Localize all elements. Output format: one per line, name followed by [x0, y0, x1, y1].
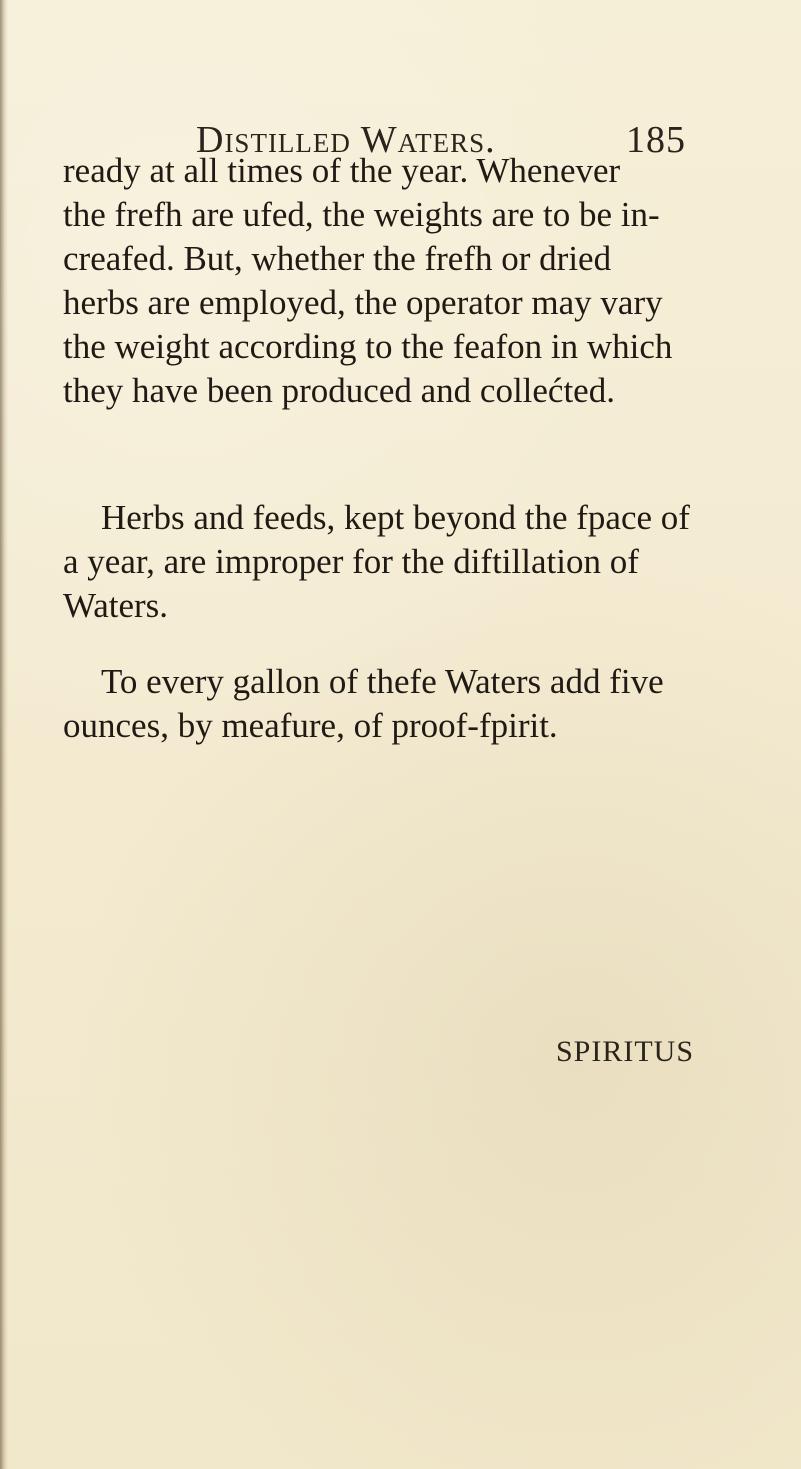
paragraph-2-line-3: Waters.	[63, 586, 169, 625]
paragraph-1-line-2: the frefh are ufed, the weights are to be in-	[63, 195, 660, 234]
paragraph-2-line-1: Herbs and feeds, kept beyond the fpace of	[101, 498, 690, 537]
paragraph-2	[63, 496, 753, 628]
paragraph-1-line-5: the weight according to the feafon in which	[63, 327, 673, 366]
paragraph-3-line-1: To every gallon of thefe Waters add five	[101, 662, 664, 701]
paragraph-2-line-2: a year, are improper for the diftillation of	[63, 542, 639, 581]
catchword: SPIRITUS	[556, 1035, 695, 1068]
page-number: 185	[626, 119, 686, 161]
running-title: Distilled Waters.	[196, 119, 496, 161]
paragraph-1-line-1: ready at all times of the year. Whenever	[63, 151, 621, 190]
paragraph-3-line-2: ounces, by meafure, of proof-fpirit.	[63, 706, 558, 745]
paragraph-1-line-6: they have been produced and collećted.	[63, 371, 615, 410]
paragraph-1-line-3: creafed. But, whether the frefh or dried	[63, 239, 612, 278]
paragraph-1-line-4: herbs are employed, the operator may vary	[63, 283, 663, 322]
paragraph-3	[63, 660, 753, 748]
paragraph-1	[63, 149, 753, 413]
page-gutter-shadow	[0, 0, 8, 1469]
